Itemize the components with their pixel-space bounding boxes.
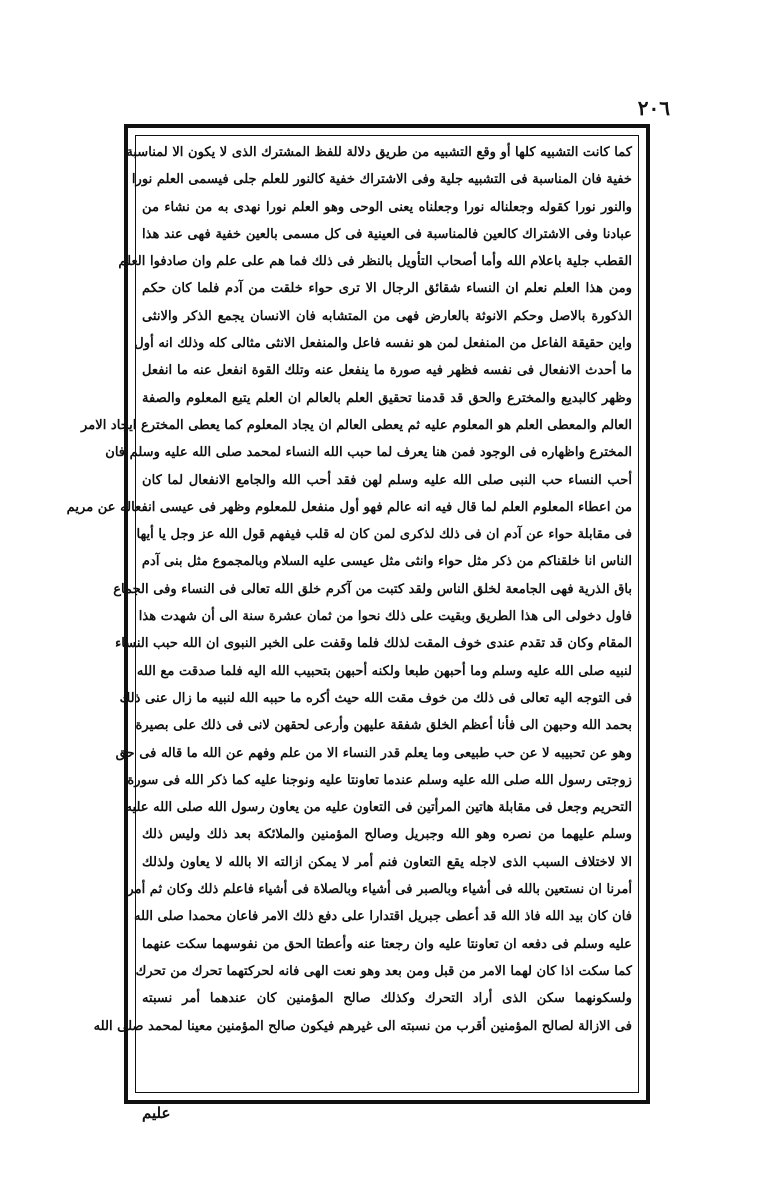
text-line: من اعطاء المعلوم العلم لما قال فيه انه عالم فهو أول منفعل للمعلوم وظهر فى عيسى انفعاله عن مريم (66, 499, 632, 515)
text-line: بحمد الله وحبهن الى فأنا أعظم الخلق شفقة عليهن وأرعى لحقهن لانى فى ذلك على بصيرة (135, 718, 632, 734)
text-line: العالم والمعطى العلم هو المعلوم عليه ثم يعطى العالم ان يجاد المعلوم كما يعطى المخترع ايجاد الامر (80, 417, 632, 433)
text-line: القطب جلية باعلام الله وأما أصحاب التأويل بالنظر فى ذلك فما هم على علم وان صادفوا العلم (118, 254, 632, 270)
text-line: أمرنا ان نستعين بالله فى أشياء وبالصبر فى أشياء وبالصلاة فى أشياء فاعلم ذلك وكان ثم أمر (127, 882, 632, 898)
text-line: خفية فان المناسبة فى التشبيه جلية وفى الاشتراك خفية كالنور للعلم جلى فيسمى العلم نورا (131, 172, 632, 188)
text-line: الذكورة بالاصل وحكم الانوثة بالعارض فهى من المتشابه فان الانسان يجمع الذكر والانثى (142, 308, 632, 324)
text-line: زوجتى رسول الله صلى الله عليه وسلم عندما تعاونتا عليه ونوجنا عليه كما ذكر الله فى سورة (127, 772, 632, 788)
catchword: عليم (142, 1104, 171, 1122)
text-line: والنور نورا كقوله وجعلناله نورا وجعلناه يعنى الوحى وهو العلم نورا نهدى به من نشاء من (142, 199, 632, 215)
text-line (142, 1067, 632, 1094)
text-line: واين حقيقة الفاعل من المنفعل لمن هو نفسه فاعل والمنفعل الانثى مثالى كله وذلك انه أول (134, 336, 632, 352)
text-line: فى مقابلة حواء عن آدم ان فى ذلك لذكرى لمن كان له قلب فيفهم قول الله عز وجل يا أيها (136, 527, 632, 543)
page-border-inner (66, 135, 639, 1093)
text-line: فى الازالة لصالح المؤمنين أقرب من نسبته الى غيرهم فيكون صالح المؤمنين معينا لمحمد صلى الله (93, 1018, 632, 1034)
text-line: ولسكونهما سكن الذى أراد التحرك وكذلك صالح المؤمنين كان عندهما أمر نسبته (142, 991, 632, 1007)
text-line: وهو عن تحبيبه لا عن حب طبيعى وما يعلم قدر النساء الا من علم وفهم عن الله ما قاله فى حق (115, 745, 632, 761)
text-line: باق الذرية فهى الجامعة لخلق الناس ولقد كتبت من آكرم خلق الله تعالى فى النساء وفى الجماع (113, 581, 632, 597)
text-line: المقام وكان قد تقدم عندى خوف المقت لذلك فلما وقفت على الخبر النبوى ان الله حبب النساء (115, 636, 632, 652)
text-line: كما سكت اذا كان لهما الامر من قبل ومن بعد وهو نعت الهى فانه لحركتهما تحرك من تحرك (135, 963, 632, 979)
text-line: التحريم وجعل فى مقابلة هاتين المرأتين فى التعاون عليه من يعاون رسول الله صلى الله عليه (125, 800, 632, 816)
text-line: عبادنا وفى الاشتراك كالعين فالمناسبة فى العينية فى كل مسمى بالعين خفية فهى عند هذا (142, 226, 632, 242)
text-line: الا لاختلاف السبب الذى لاجله يقع التعاون فنم أمر لا يمكن ازالته الا بالله لا يعاون ولذلك (142, 854, 632, 870)
text-line: كما كانت التشبيه كلها أو وقع التشبيه من طريق دلالة للفظ المشترك الذى لا يكون الا لمناسبة (126, 145, 632, 160)
text-line: المخترع واظهاره فى الوجود فمن هنا يعرف لما حبب الله النساء لمحمد صلى الله عليه وسلم فان (105, 445, 632, 461)
text-line: فان كان بيد الله فاذ الله قد أعطى جبريل اقتدارا على دفع ذلك الامر فاعان محمدا صلى الله (134, 909, 632, 925)
text-line: فى التوجه اليه تعالى فى ذلك من خوف مقت الله حيث أكره ما حببه الله لنبيه ما زال عنى ذلك (119, 690, 632, 706)
page-border (66, 124, 650, 1104)
text-line: الناس انا خلقناكم من ذكر مثل حواء وانثى مثل عيسى عليه السلام وبالمجموع مثل بنى آدم (141, 554, 632, 570)
text-line: ما أحدث الانفعال فى نفسه فظهر فيه صورة ما ينفعل عنه وتلك القوة انفعل عنه ما انفعل (142, 363, 632, 379)
text-line: عليه وسلم فى دفعه ان تعاونتا عليه وان رجعتا عنه وأعطتا الحق من نفوسهما سكت عنهما (142, 936, 632, 952)
text-line: ومن هذا العلم نعلم ان النساء شقائق الرجال الا ترى حواء خلقت من آدم فلما كان حكم (142, 281, 632, 297)
text-line: وسلم عليهما من نصره وهو الله وجبريل وصالح المؤمنين والملائكة بعد ذلك وليس ذلك (142, 827, 632, 843)
text-line: فاول دخولى الى هذا الطريق وبقيت على ذلك نحوا من ثمان عشرة سنة الى أن شهدت هذا (138, 609, 632, 625)
text-line: أحب النساء حب النبى صلى الله عليه وسلم لهن فقد أحب الله والجامع الانفعال لما كان (142, 472, 632, 488)
text-line: وظهر كالبديع والمخترع والحق قد قدمنا تحقيق العلم بالعالم ان العلم يتبع المعلوم والصفة (142, 390, 632, 406)
text-line: لنبيه صلى الله عليه وسلم وما أحبهن طبعا ولكنه أحبهن بتحبيب الله اليه فلما صدقت مع الله (136, 663, 632, 679)
text-line (142, 1040, 632, 1067)
text-body (66, 139, 632, 1089)
page-number: ٢٠٦ (637, 96, 670, 120)
